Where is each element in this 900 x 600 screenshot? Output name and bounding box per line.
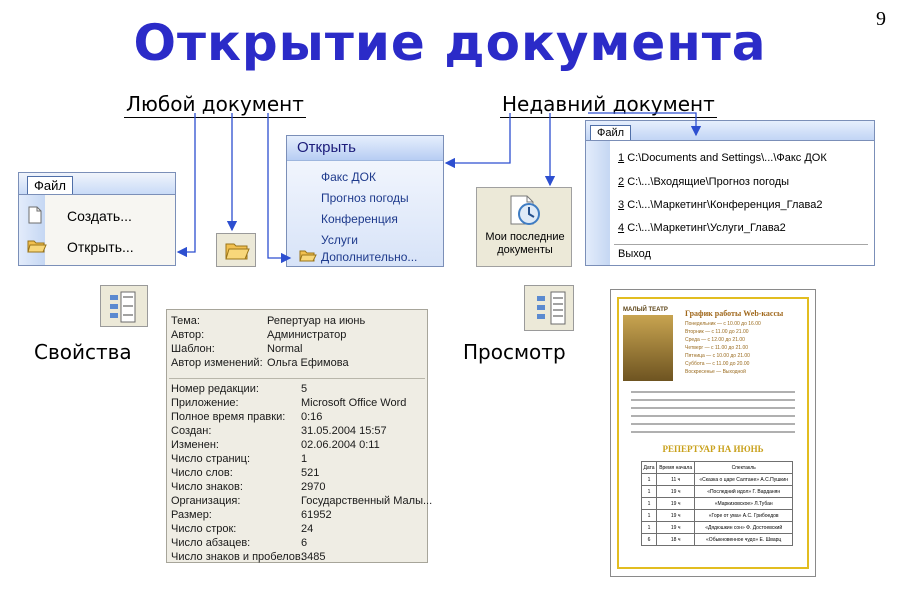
properties-separator [169, 378, 425, 379]
repertoire-title: РЕПЕРТУАР НА ИЮНЬ [662, 444, 764, 454]
schedule-line: Пятница — с 10.00 до 21.00 [685, 353, 750, 359]
recent-menu-bar [586, 121, 874, 141]
recent-files-menu [585, 120, 875, 266]
table-header-row: Дата Время начала Спектакль [642, 462, 793, 474]
open-folder-icon [299, 249, 317, 268]
open-menu-item[interactable]: Прогноз погоды [321, 191, 409, 205]
text-line [631, 415, 795, 417]
page-title: Открытие документа [133, 14, 767, 72]
preview-view-icon [525, 286, 575, 332]
theatre-image-label: МАЛЫЙ ТЕАТР [623, 307, 668, 313]
menu-gutter [586, 141, 610, 265]
recent-file-item[interactable]: 3 C:\...\Маркетинг\Конференция_Глава2 [618, 199, 823, 211]
caption-preview: Просмотр [463, 340, 566, 364]
slide-number: 9 [876, 8, 886, 30]
repertoire-table [641, 461, 793, 546]
menu-item-open[interactable]: Открыть... [67, 239, 134, 255]
caption-recent-document: Недавний документ [502, 92, 715, 116]
open-menu-item[interactable]: Конференция [321, 212, 398, 226]
text-line [631, 399, 795, 401]
table-row: 1 19 ч «Последний идол» Г. Варданян [642, 486, 793, 498]
property-row: Число строк: 24 [171, 523, 314, 535]
preview-button[interactable] [524, 285, 574, 331]
property-row: Создан: 31.05.2004 15:57 [171, 425, 387, 437]
table-row: 1 19 ч «Горе от ума» А.С. Грибоедов [642, 510, 793, 522]
file-menu-tab[interactable]: Файл [27, 176, 73, 194]
recent-file-item[interactable]: 2 C:\...\Входящие\Прогноз погоды [618, 176, 790, 188]
open-menu-title: Открыть [287, 136, 443, 161]
properties-button[interactable] [100, 285, 148, 327]
table-row: 6 18 ч «Обыкновенное чудо» Е. Шварц [642, 534, 793, 546]
table-row: 1 11 ч «Сказка о царе Салтане» А.С.Пушкин [642, 474, 793, 486]
menu-item-exit[interactable]: Выход [618, 248, 651, 260]
property-row: Изменен: 02.06.2004 0:11 [171, 439, 380, 451]
document-properties-panel [166, 309, 433, 563]
caption-any-document: Любой документ [126, 92, 304, 116]
open-menu-item[interactable]: Факс ДОК [321, 170, 376, 184]
recent-file-item[interactable]: 1 C:\Documents and Settings\...\Факс ДОК [618, 152, 827, 164]
open-menu-item[interactable]: Услуги [321, 233, 358, 247]
property-row: Организация: Государственный Малы... [171, 495, 433, 507]
property-row: Размер: 61952 [171, 509, 332, 521]
property-row: Шаблон: Normal [171, 343, 303, 355]
property-row: Число слов: 521 [171, 467, 320, 479]
preview-heading: График работы Web-кассы [685, 309, 784, 318]
property-row: Число страниц: 1 [171, 453, 308, 465]
new-document-icon [27, 206, 43, 227]
property-row: Номер редакции: 5 [171, 383, 308, 395]
my-recent-documents-button[interactable] [476, 187, 572, 267]
table-row: 1 19 ч «Маркизовское» Л.Тубан [642, 498, 793, 510]
open-menu-body [287, 161, 443, 266]
document-preview [610, 289, 816, 577]
recent-box-label: Мои последние документы [485, 231, 565, 256]
text-line [631, 407, 795, 409]
property-row: Автор изменений: Ольга Ефимова [171, 357, 349, 369]
table-row: 1 19 ч «Дядюшкин сон» Ф. Достоевский [642, 522, 793, 534]
open-dropdown-menu [286, 135, 444, 267]
open-toolbar-button[interactable] [216, 233, 256, 267]
property-row: Тема: Репертуар на июнь [171, 315, 366, 327]
property-row: Число знаков: 2970 [171, 481, 326, 493]
property-row: Число знаков и пробелов: 3485 [171, 551, 326, 563]
schedule-line: Среда — с 12.00 до 21.00 [685, 337, 745, 343]
caption-properties: Свойства [34, 340, 132, 364]
property-row: Число абзацев: 6 [171, 537, 308, 549]
preview-page-border [617, 297, 809, 569]
file-menu [18, 172, 176, 266]
schedule-line: Понедельник — с 10.00 до 16.00 [685, 321, 761, 327]
property-row: Приложение: Microsoft Office Word [171, 397, 407, 409]
recent-file-item[interactable]: 4 C:\...\Маркетинг\Услуги_Глава2 [618, 222, 786, 234]
schedule-line: Суббота — с 11.00 до 20.00 [685, 361, 750, 367]
open-folder-icon [27, 238, 47, 257]
properties-view-icon [101, 286, 149, 328]
property-row: Полное время правки: 0:16 [171, 411, 323, 423]
open-folder-icon [217, 234, 257, 268]
file-menu-tab[interactable]: Файл [590, 125, 631, 140]
text-line [631, 423, 795, 425]
text-line [631, 391, 795, 393]
schedule-line: Четверг — с 11.00 до 21.00 [685, 345, 749, 351]
text-line [631, 431, 795, 433]
open-menu-item-more[interactable]: Дополнительно... [321, 250, 418, 264]
schedule-line: Воскресенье — Выходной [685, 369, 746, 375]
property-row: Автор: Администратор [171, 329, 347, 341]
schedule-line: Вторник — с 11.00 до 21.00 [685, 329, 749, 335]
menu-separator [614, 244, 868, 245]
menu-item-create[interactable]: Создать... [67, 208, 132, 224]
file-menu-bar [19, 173, 175, 195]
theatre-photo [623, 315, 673, 381]
recent-documents-icon [507, 192, 543, 228]
